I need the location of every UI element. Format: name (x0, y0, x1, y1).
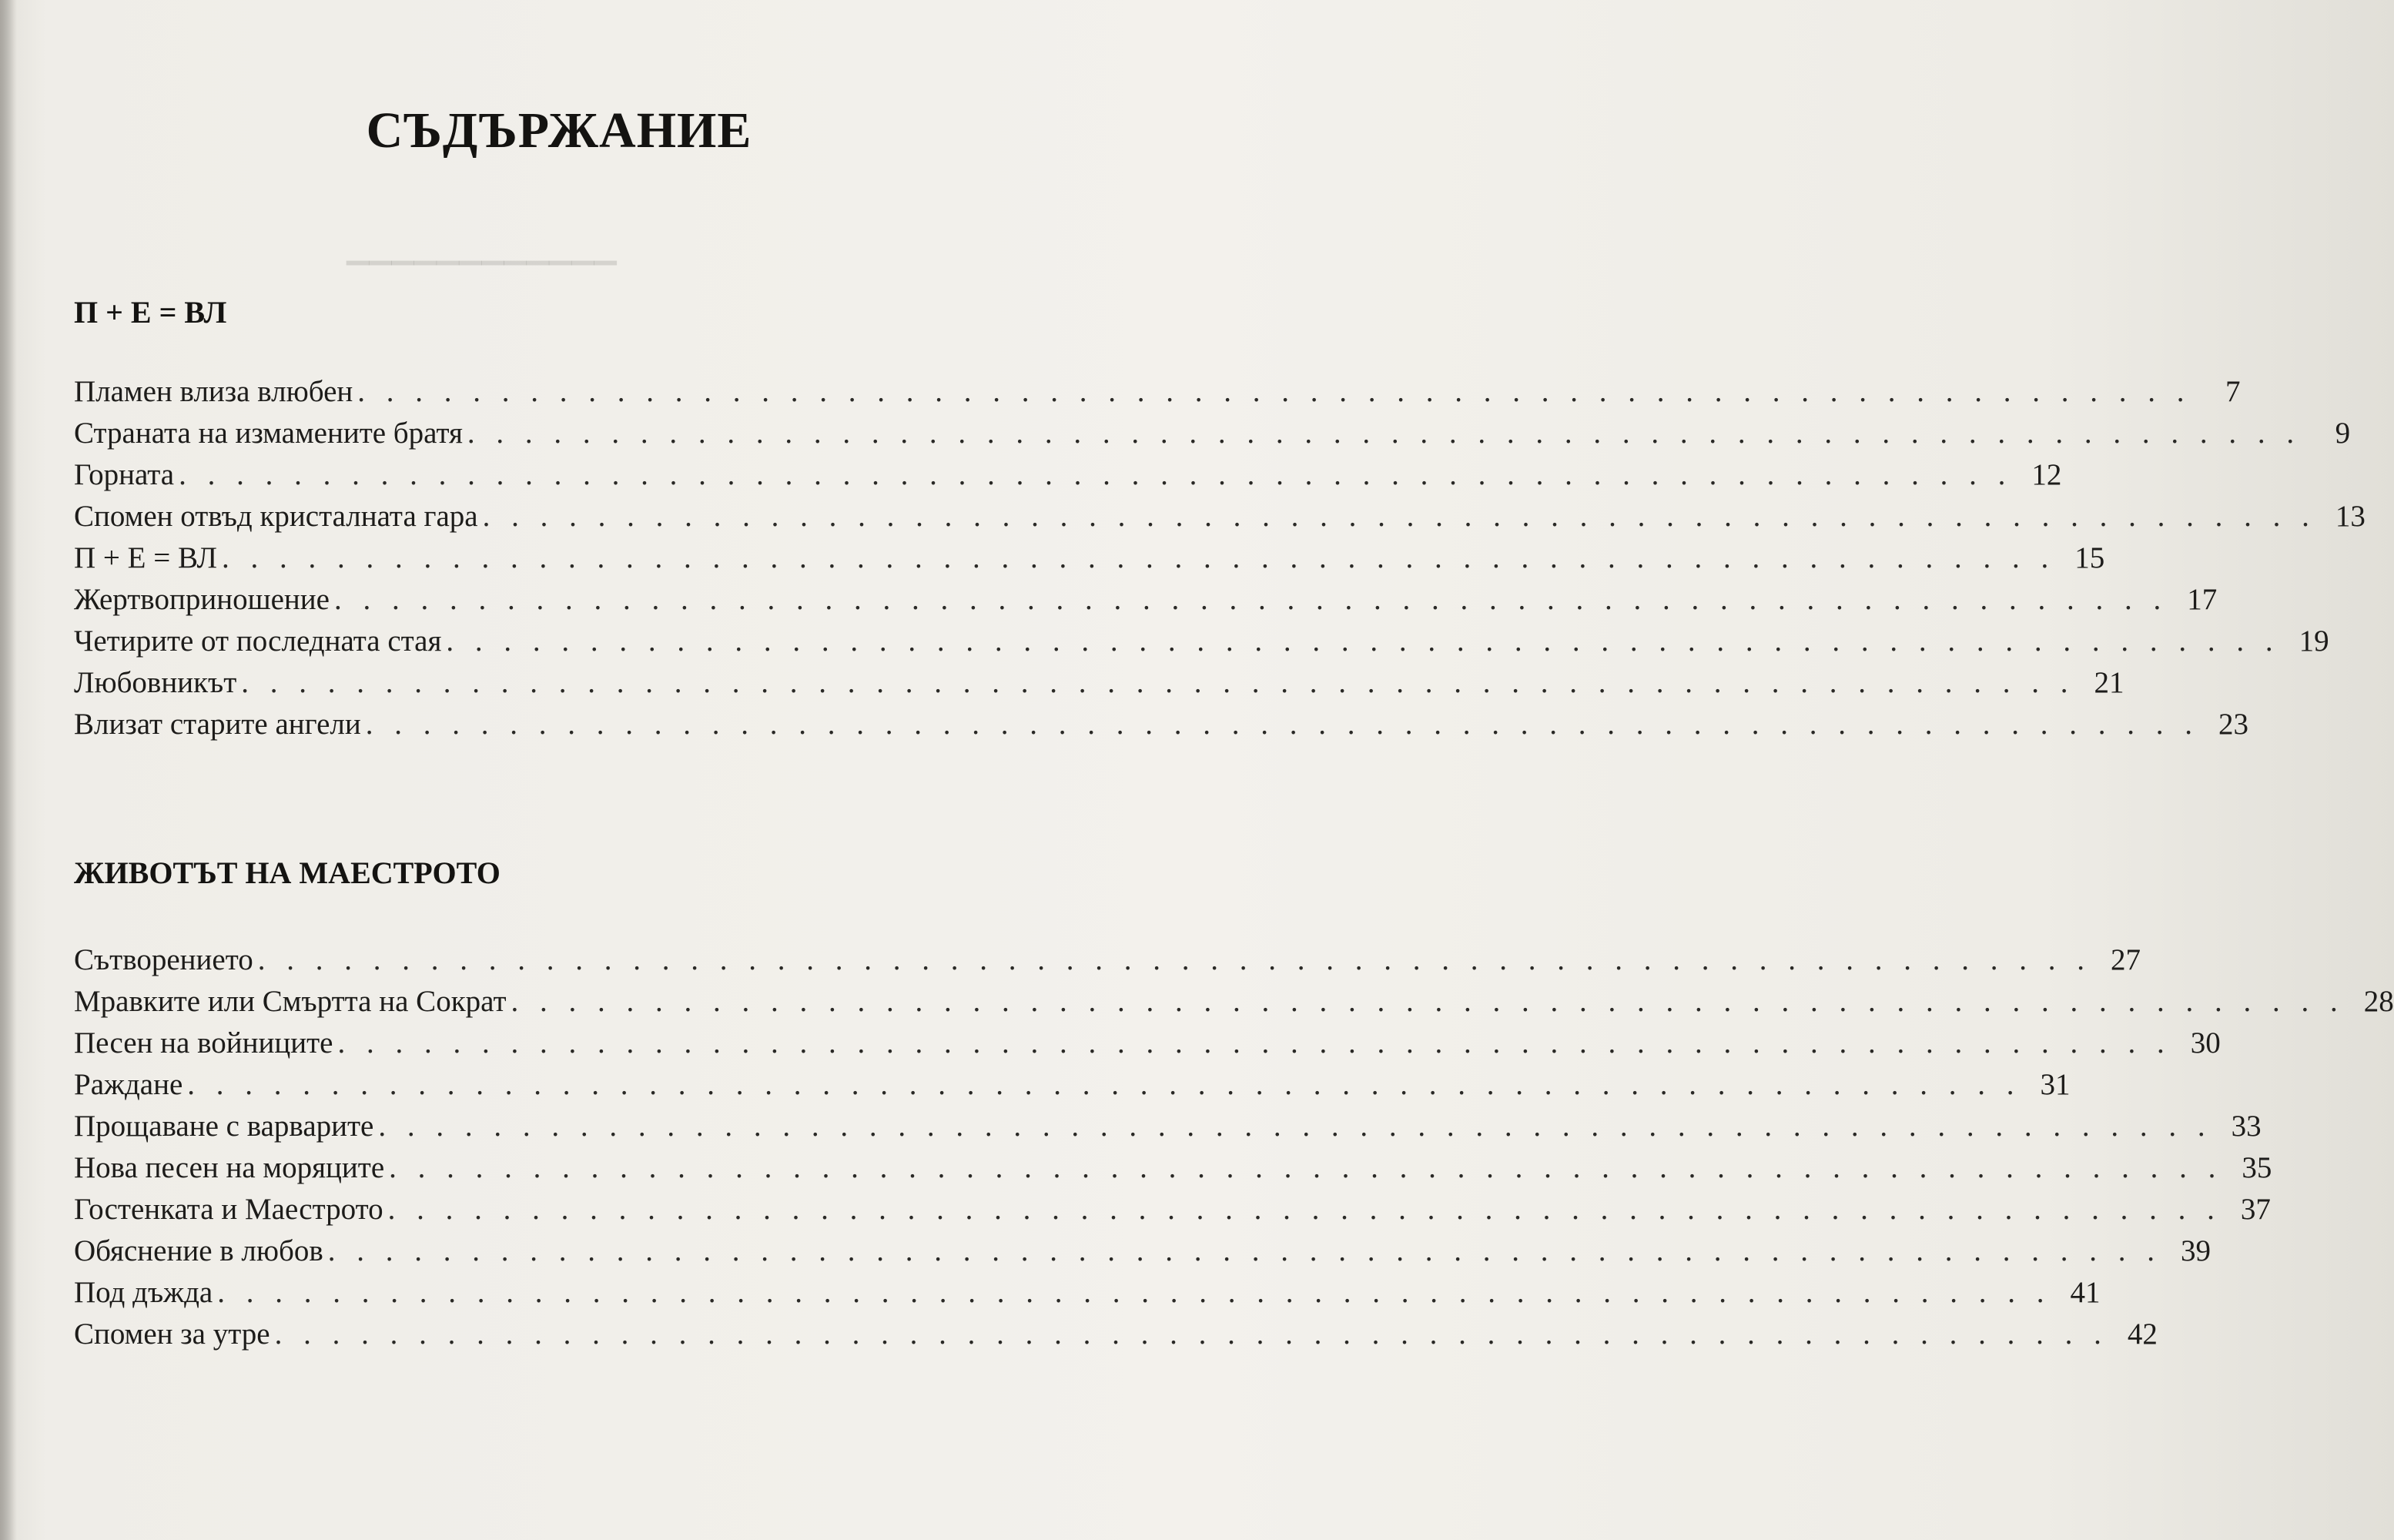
dot-leader: . . . . . . . . . . . . . . . . . . . . . . . . . . . . . . . . . . . . . . . . . . . . . . . . . . . . . . . . . . . . . . . . (274, 1317, 2108, 1351)
toc-entry-page: 19 (2299, 624, 2329, 658)
toc-entry-title: Прощаване с варварите (74, 1110, 374, 1143)
toc-entry-page: 33 (2231, 1110, 2262, 1143)
table-of-contents-page (74, 0, 2394, 1540)
toc-entry-page: 12 (2031, 458, 2062, 491)
toc-entry-page: 17 (2187, 583, 2218, 616)
toc-entry[interactable] (74, 1272, 2101, 1314)
toc-entry[interactable] (74, 1314, 2158, 1355)
toc-entry-title: Спомен отвъд кристалната гара (74, 500, 478, 533)
toc-entry-title: Влизат старите ангели (74, 708, 361, 741)
toc-entry-title: Песен на войниците (74, 1026, 333, 1060)
toc-entry[interactable] (74, 704, 2249, 745)
toc-entry-title: П + Е = ВЛ (74, 541, 217, 574)
toc-entry-page: 37 (2240, 1193, 2271, 1226)
toc-entry[interactable] (74, 1023, 2221, 1064)
page-gutter-shadow (0, 0, 17, 1540)
toc-entry-title: Гостенката и Маестрото (74, 1193, 383, 1226)
toc-entry-title: Горната (74, 458, 175, 491)
toc-entry-title: Под дъжда (74, 1276, 213, 1309)
page-title: СЪДЪРЖАНИЕ (366, 102, 752, 159)
toc-entry-page: 9 (2335, 417, 2351, 450)
toc-entry-title: Обяснение в любов (74, 1234, 323, 1267)
toc-entry-page: 28 (2363, 985, 2394, 1018)
dot-leader: . . . . . . . . . . . . . . . . . . . . . . . . . . . . . . . . . . . . . . . . . . . . . . . . . . . . . . . . . . . . . . . . (333, 583, 2168, 616)
toc-entry-title: Сътворението (74, 943, 253, 976)
toc-entry-page: 42 (2127, 1317, 2158, 1351)
dot-leader: . . . . . . . . . . . . . . . . . . . . . . . . . . . . . . . . . . . . . . . . . . . . . . . . . . . . . . . . . . . . . . . . (257, 943, 2092, 976)
toc-entry[interactable] (74, 1064, 2071, 1106)
toc-entry[interactable] (74, 579, 2218, 621)
dot-leader: . . . . . . . . . . . . . . . . . . . . . . . . . . . . . . . . . . . . . . . . . . . . . . . . . . . . . . . . . . . . . . . . (467, 417, 2302, 450)
toc-entry[interactable] (74, 1106, 2262, 1147)
toc-entry-page: 27 (2111, 943, 2141, 976)
dot-leader: . . . . . . . . . . . . . . . . . . . . . . . . . . . . . . . . . . . . . . . . . . . . . . . . . . . . . . . . . . . . . . . . (217, 1276, 2051, 1309)
dot-leader: . . . . . . . . . . . . . . . . . . . . . . . . . . . . . . . . . . . . . . . . . . . . . . . . . . . . . . . . . . . . . . . . (482, 500, 2316, 533)
dot-leader: . . . . . . . . . . . . . . . . . . . . . . . . . . . . . . . . . . . . . . . . . . . . . . . . . . . . . . . . . . . . . . . . (446, 624, 2280, 658)
toc-entry[interactable] (74, 1230, 2212, 1272)
toc-entry-title: Нова песен на моряците (74, 1151, 385, 1184)
dot-leader: . . . . . . . . . . . . . . . . . . . . . . . . . . . . . . . . . . . . . . . . . . . . . . . . . . . . . . . . . . . . . . . . (327, 1234, 2162, 1267)
toc-entry[interactable] (74, 621, 2329, 662)
toc-entry-page: 31 (2040, 1068, 2071, 1101)
dot-leader: . . . . . . . . . . . . . . . . . . . . . . . . . . . . . . . . . . . . . . . . . . . . . . . . . . . . . . . . . . . . . . . . (387, 1193, 2222, 1226)
toc-entry-page: 35 (2242, 1151, 2272, 1184)
dot-leader: . . . . . . . . . . . . . . . . . . . . . . . . . . . . . . . . . . . . . . . . . . . . . . . . . . . . . . . . . . . . . . . . (241, 666, 2075, 699)
toc-entry-title: Спомен за утре (74, 1317, 270, 1351)
toc-entry[interactable] (74, 413, 2351, 454)
toc-entry[interactable] (74, 454, 2062, 496)
toc-entry-title: Жертвоприношение (74, 583, 330, 616)
toc-entry-page: 13 (2335, 500, 2366, 533)
toc-entry-title: Пламен влиза влюбен (74, 375, 353, 408)
toc-entry-page: 23 (2218, 708, 2249, 741)
toc-entry[interactable] (74, 1147, 2272, 1189)
bleed-through-text: ▁▁▁▁▁▁▁▁▁▁▁▁ (347, 233, 617, 265)
dot-leader: . . . . . . . . . . . . . . . . . . . . . . . . . . . . . . . . . . . . . . . . . . . . . . . . . . . . . . . . . . . . . . . . (389, 1151, 2223, 1184)
toc-entry-title: Четирите от последната стая (74, 624, 442, 658)
toc-list (74, 939, 2394, 1355)
toc-entry-title: Страната на измамените братя (74, 417, 463, 450)
toc-entry[interactable] (74, 662, 2124, 704)
toc-entry-page: 41 (2070, 1276, 2101, 1309)
toc-entry-page: 30 (2190, 1026, 2221, 1060)
toc-entry[interactable] (74, 939, 2141, 981)
dot-leader: . . . . . . . . . . . . . . . . . . . . . . . . . . . . . . . . . . . . . . . . . . . . . . . . . . . . . . . . . . . . . . . . (221, 541, 2056, 574)
dot-leader: . . . . . . . . . . . . . . . . . . . . . . . . . . . . . . . . . . . . . . . . . . . . . . . . . . . . . . . . . . . . . . . . (357, 375, 2191, 408)
toc-entry-page: 39 (2181, 1234, 2212, 1267)
dot-leader: . . . . . . . . . . . . . . . . . . . . . . . . . . . . . . . . . . . . . . . . . . . . . . . . . . . . . . . . . . . . . . . . (365, 708, 2200, 741)
toc-entry-page: 21 (2094, 666, 2124, 699)
dot-leader: . . . . . . . . . . . . . . . . . . . . . . . . . . . . . . . . . . . . . . . . . . . . . . . . . . . . . . . . . . . . . . . . (337, 1026, 2171, 1060)
toc-entry-page: 15 (2074, 541, 2105, 574)
toc-entry-page: 7 (2225, 375, 2241, 408)
toc-entry-title: Мравките или Смъртта на Сократ (74, 985, 507, 1018)
dot-leader: . . . . . . . . . . . . . . . . . . . . . . . . . . . . . . . . . . . . . . . . . . . . . . . . . . . . . . . . . . . . . . . . (187, 1068, 2021, 1101)
section-heading: П + Е = ВЛ (74, 295, 227, 330)
toc-entry[interactable] (74, 371, 2241, 413)
section-heading: ЖИВОТЪТ НА МАЕСТРОТО (74, 855, 501, 890)
toc-list (74, 371, 2366, 745)
toc-entry[interactable] (74, 1189, 2271, 1230)
dot-leader: . . . . . . . . . . . . . . . . . . . . . . . . . . . . . . . . . . . . . . . . . . . . . . . . . . . . . . . . . . . . . . . . (179, 458, 2013, 491)
toc-entry-title: Раждане (74, 1068, 183, 1101)
dot-leader: . . . . . . . . . . . . . . . . . . . . . . . . . . . . . . . . . . . . . . . . . . . . . . . . . . . . . . . . . . . . . . . . (511, 985, 2345, 1018)
dot-leader: . . . . . . . . . . . . . . . . . . . . . . . . . . . . . . . . . . . . . . . . . . . . . . . . . . . . . . . . . . . . . . . . (378, 1110, 2212, 1143)
toc-entry[interactable] (74, 537, 2105, 579)
toc-entry[interactable] (74, 496, 2366, 537)
toc-entry[interactable] (74, 981, 2394, 1023)
toc-entry-title: Любовникът (74, 666, 237, 699)
